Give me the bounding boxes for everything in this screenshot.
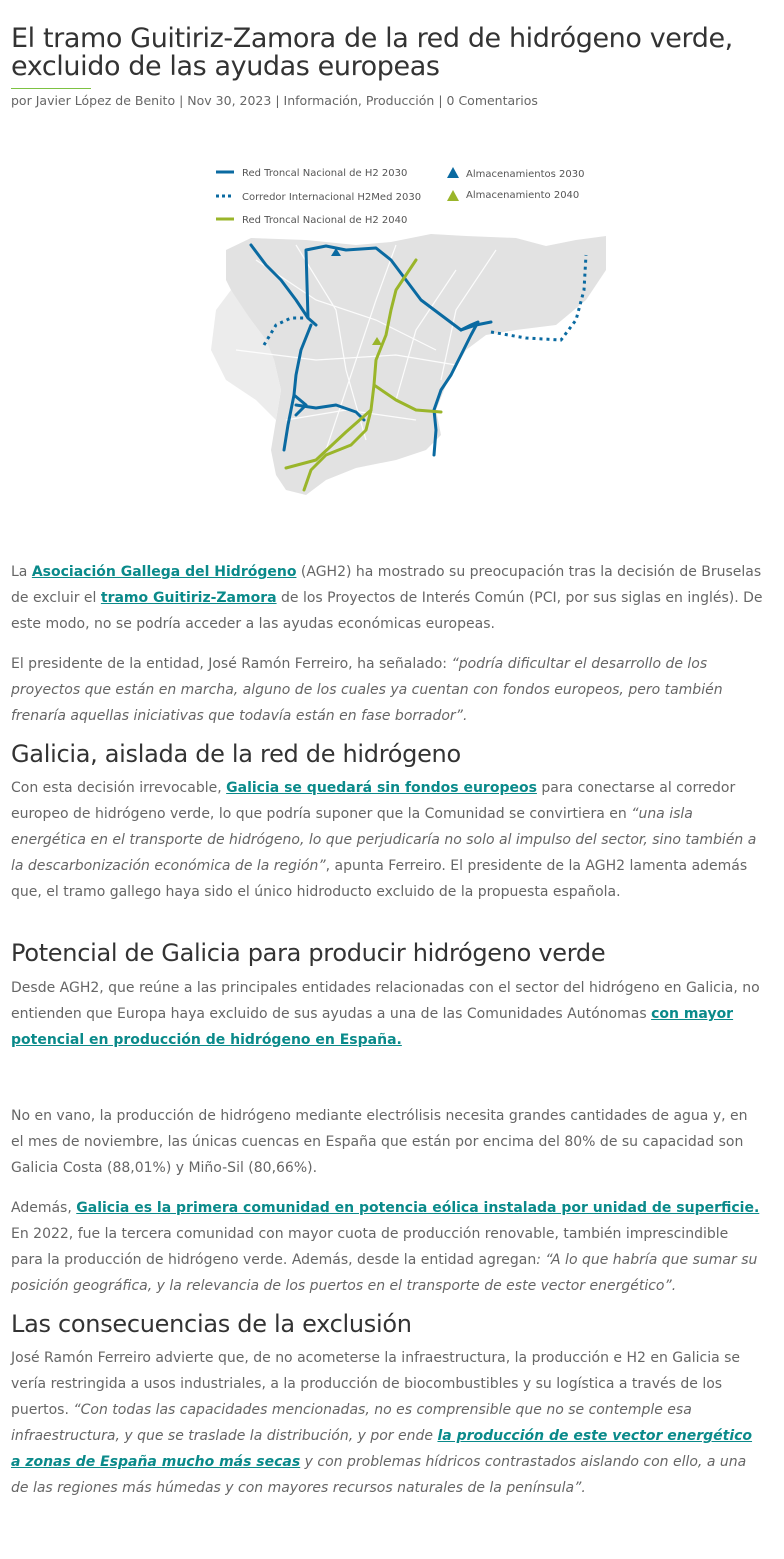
- text: para conectarse al corredor europeo de hidrógeno verde, lo que podría suponer que la Comunidad se convirtiera en: [11, 780, 736, 822]
- link-potencia-eolica[interactable]: Galicia es la primera comunidad en potencia eólica instalada por unidad de superficie.: [76, 1200, 760, 1216]
- link-agh2[interactable]: Asociación Gallega del Hidrógeno: [31, 564, 297, 580]
- text: Desde AGH2, que reúne a las principales entidades relacionadas con el sector del hidrógeno en Galicia, no entienden que Europa haya excluido de sus ayudas a una de las Comunidades Autónomas: [11, 980, 760, 1022]
- category-link-produccion[interactable]: Producción: [365, 93, 435, 108]
- category-comma: ,: [357, 93, 362, 108]
- legend-almacenamiento-2040: Almacenamiento 2040: [466, 190, 580, 201]
- text: El presidente de la entidad, José Ramón Ferreiro, ha señalado:: [11, 656, 452, 672]
- text: En 2022, fue la tercera comunidad con mayor cuota de producción renovable, también imprescindible para la producción de hidrógeno verde. Además, desde la entidad agregan: [11, 1226, 729, 1268]
- legend-almacenamientos-2030: Almacenamientos 2030: [466, 169, 585, 180]
- quote: “Con todas las capacidades mencionadas, no es comprensible que no se contemple esa infraestructura, y que se traslade la distribución, y por ende: [11, 1402, 692, 1444]
- legend-red-troncal-2030: Red Troncal Nacional de H2 2030: [242, 168, 408, 179]
- paragraph-galicia-aislada: [11, 775, 763, 905]
- legend-red-troncal-2040: Red Troncal Nacional de H2 2040: [242, 215, 408, 226]
- text: La: [11, 564, 32, 580]
- meta-sep: |: [179, 93, 184, 108]
- text: José Ramón Ferreiro advierte que, de no acometerse la infraestructura, la producción e H2 en Galicia se vería restringida a usos industriales, a la producción de biocombustibles y su logística a través de los puertos.: [11, 1350, 741, 1418]
- comments-link[interactable]: 0 Comentarios: [446, 93, 538, 108]
- post-meta: [11, 93, 538, 108]
- meta-by: por: [11, 93, 32, 108]
- text: Además,: [11, 1200, 77, 1216]
- paragraph-quote-president: [11, 651, 763, 729]
- heading-consecuencias: Las consecuencias de la exclusión: [11, 1310, 412, 1338]
- paragraph-eolica: [11, 1195, 763, 1299]
- text: de los Proyectos de Interés Común (PCI, por sus siglas en inglés). De este modo, no se podría acceder a las ayudas económicas europeas.: [11, 590, 763, 632]
- paragraph-consecuencias: [11, 1345, 763, 1501]
- text: Con esta decisión irrevocable,: [11, 780, 227, 796]
- title-underline: [11, 88, 91, 89]
- hydrogen-network-map: [196, 150, 610, 508]
- heading-galicia-aislada: Galicia, aislada de la red de hidrógeno: [11, 740, 461, 768]
- quote: “una isla energética en el transporte de hidrógeno, lo que perjudicaría no solo al impulso del sector, sino también a la descarbonización económica de la región”: [11, 806, 757, 874]
- link-mayor-potencial[interactable]: con mayor potencial en producción de hidrógeno en España.: [11, 1006, 734, 1048]
- author-link[interactable]: Javier López de Benito: [35, 93, 176, 108]
- paragraph-cuencas: No en vano, la producción de hidrógeno mediante electrólisis necesita grandes cantidades de agua y, en el mes de noviembre, las únicas cuencas en España que están por encima del 80% de su capacidad son Galicia Costa (88,01%) y Miño-Sil (80,66%).: [11, 1108, 748, 1176]
- link-fondos-europeos[interactable]: Galicia se quedará sin fondos europeos: [226, 780, 537, 796]
- meta-sep: |: [275, 93, 280, 108]
- link-tramo-guitiriz-zamora[interactable]: tramo Guitiriz-Zamora: [100, 590, 277, 606]
- text: , apunta Ferreiro. El presidente de la AGH2 lamenta además que, el tramo gallego haya sido el único hidroducto excluido de la propuesta española.: [11, 858, 748, 900]
- meta-sep: |: [438, 93, 443, 108]
- heading-potencial-galicia: Potencial de Galicia para producir hidrógeno verde: [11, 939, 606, 967]
- category-link-informacion[interactable]: Información: [283, 93, 358, 108]
- article-title: El tramo Guitiriz-Zamora de la red de hidrógeno verde, excluido de las ayudas europeas: [11, 23, 733, 82]
- link-zonas-secas[interactable]: la producción de este vector energético a zonas de España mucho más secas: [11, 1428, 753, 1470]
- paragraph-intro: [11, 559, 763, 637]
- legend-h2med-2030: Corredor Internacional H2Med 2030: [242, 192, 422, 203]
- quote: “podría dificultar el desarrollo de los proyectos que están en marcha, alguno de los cuales ya cuentan con fondos europeos, pero también frenaría aquellas iniciativas que todavía están en fase borrador”.: [11, 656, 723, 724]
- quote: : “A lo que habría que sumar su posición geográfica, y la relevancia de los puertos en el transporte de este vector energético”.: [11, 1252, 758, 1294]
- post-date: Nov 30, 2023: [187, 93, 272, 108]
- text: (AGH2) ha mostrado su preocupación tras la decisión de Bruselas de excluir el: [11, 564, 762, 606]
- quote: y con problemas hídricos contrastados aislando con ello, a una de las regiones más húmedas y con mayores recursos naturales de la península”.: [11, 1454, 747, 1496]
- paragraph-potencial: [11, 975, 763, 1053]
